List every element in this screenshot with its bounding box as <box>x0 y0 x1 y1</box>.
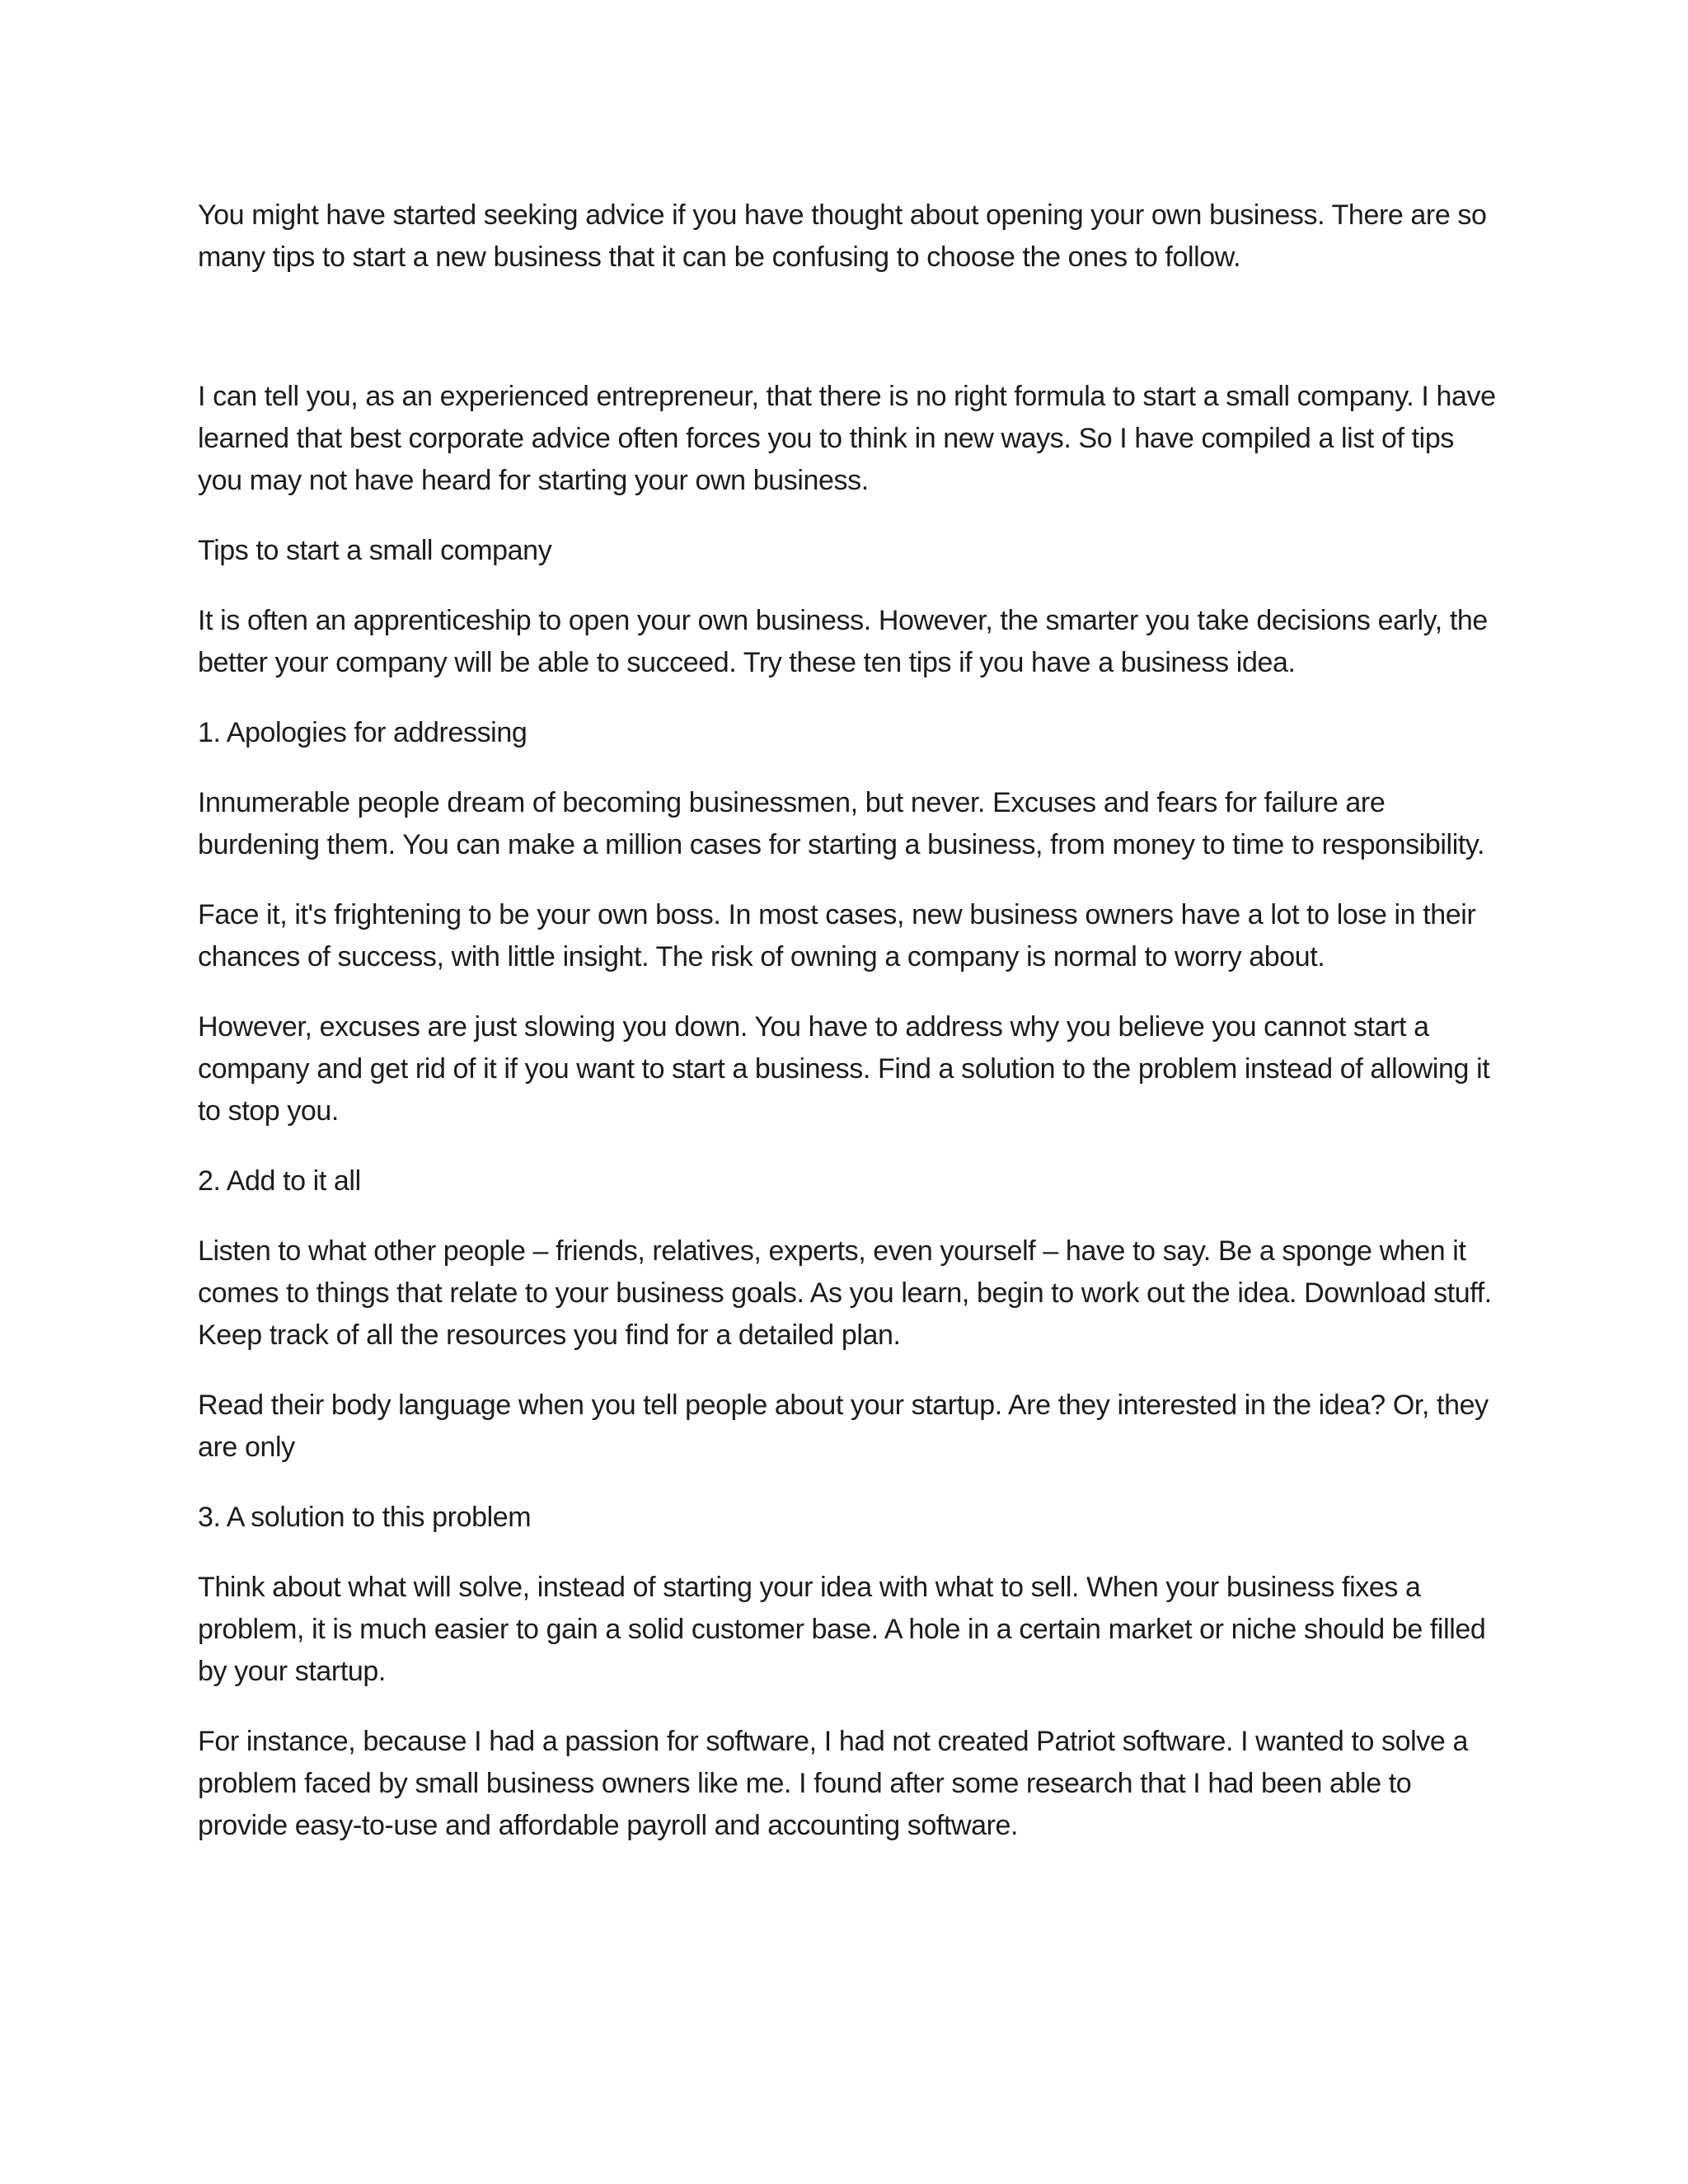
patriot-software-paragraph: For instance, because I had a passion for software, I had not created Patriot software. I wanted to solve a problem faced by small business owners like me. I found after some research that I had been able to provide easy-to-use and affordable payroll and accounting software. <box>198 1726 1468 1841</box>
slowing-down-paragraph: However, excuses are just slowing you down. You have to address why you believe you cannot start a company and get rid of it if you want to start a business. Find a solution to the problem instead of allowing it to stop you. <box>198 1011 1490 1127</box>
excuses-paragraph: Innumerable people dream of becoming businessmen, but never. Excuses and fears for failure are burdening them. You can make a million cases for starting a business, from money to time to responsibility. <box>198 787 1485 860</box>
entrepreneur-paragraph: I can tell you, as an experienced entrepreneur, that there is no right formula to start a small company. I have learned that best corporate advice often forces you to think in new ways. So I have compiled a list of tips you may not have heard for starting your own business. <box>198 381 1496 496</box>
tip-heading-1: 1. Apologies for addressing <box>198 717 528 748</box>
apprenticeship-paragraph: It is often an apprenticeship to open your own business. However, the smarter you take decisions early, the better your company will be able to succeed. Try these ten tips if you have a business idea. <box>198 605 1488 678</box>
tip-heading-3: 3. A solution to this problem <box>198 1502 532 1533</box>
document-body <box>198 194 1500 1875</box>
intro-paragraph: You might have started seeking advice if you have thought about opening your own business. There are so many tips to start a new business that it can be confusing to choose the ones to follow. <box>198 199 1487 273</box>
body-language-paragraph: Read their body language when you tell people about your startup. Are they interested in the idea? Or, they are only <box>198 1390 1489 1463</box>
listen-paragraph: Listen to what other people – friends, relatives, experts, even yourself – have to say. Be a sponge when it comes to things that relate to your business goals. As you learn, begin to work out the idea. Download stuff. Keep track of all the resources you find for a detailed plan. <box>198 1235 1492 1351</box>
solve-paragraph: Think about what will solve, instead of starting your idea with what to sell. When your business fixes a problem, it is much easier to gain a solid customer base. A hole in a certain market or niche should be filled by your startup. <box>198 1572 1486 1687</box>
section-heading-tips: Tips to start a small company <box>198 535 552 566</box>
frightening-paragraph: Face it, it's frightening to be your own boss. In most cases, new business owners have a lot to lose in their chances of success, with little insight. The risk of owning a company is normal to worry about. <box>198 899 1476 972</box>
tip-heading-2: 2. Add to it all <box>198 1165 361 1197</box>
